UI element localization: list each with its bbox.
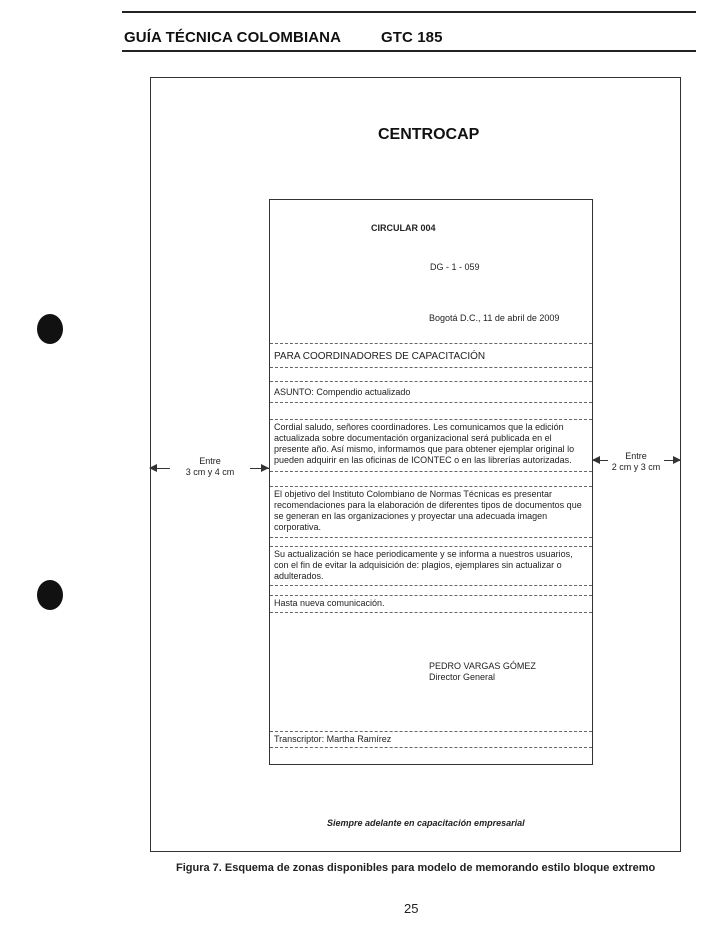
left-arrowhead-icon	[592, 456, 600, 464]
zone-divider	[270, 731, 592, 732]
zone-divider	[270, 595, 592, 596]
zone-divider	[270, 343, 592, 344]
body-paragraph-1: Cordial saludo, señores coordinadores. Les comunicamos que la edición actualizada sobre documentación organizacional será publicada en el presente año. Así mismo, informamos que para obtener ejemplar original lo pueden adquirir en las oficinas de ICONTEC o en las librerías autorizadas.	[274, 422, 575, 465]
zone-divider	[270, 367, 592, 368]
binder-hole	[37, 580, 63, 610]
right-margin-label-1: Entre	[608, 451, 664, 462]
guide-title: GUÍA TÉCNICA COLOMBIANA	[124, 29, 342, 46]
transcriber-line: Transcriptor: Martha Ramírez	[274, 734, 392, 744]
binder-hole	[37, 314, 63, 344]
zone-divider	[270, 402, 592, 403]
zone-divider	[270, 381, 592, 382]
body-paragraph-3: Su actualización se hace periodicamente y se informa a nuestros usuarios, con el fin de evitar la adquisición de: plagios, ejemplares sin actualizar o adulterados.	[274, 549, 573, 581]
left-margin-label-1: Entre	[180, 456, 240, 467]
slogan: Siempre adelante en capacitación empresarial	[327, 818, 525, 828]
standard-code: GTC 185	[381, 29, 443, 46]
signer-name: PEDRO VARGAS GÓMEZ	[429, 661, 536, 671]
header-top-rule	[122, 11, 696, 13]
page-number: 25	[404, 901, 419, 916]
body-paragraph-2: El objetivo del Instituto Colombiano de Normas Técnicas es presentar recomendaciones para la elaboración de diferentes tipos de documentos que se generan en las organizaciones y proyectar una adecuada imagen corporativa.	[274, 489, 582, 532]
recipient-line: PARA COORDINADORES DE CAPACITACIÓN	[274, 351, 486, 362]
circular-number: CIRCULAR 004	[371, 223, 436, 233]
left-margin-label-2: 3 cm y 4 cm	[170, 467, 250, 478]
signer-title: Director General	[429, 672, 496, 682]
zone-divider	[270, 419, 592, 420]
letter-date: Bogotá D.C., 11 de abril de 2009	[429, 313, 560, 323]
right-margin-label-2: 2 cm y 3 cm	[600, 462, 672, 473]
subject-line: ASUNTO: Compendio actualizado	[274, 387, 411, 397]
zone-divider	[270, 585, 592, 586]
header-bottom-rule	[122, 50, 696, 52]
document-code: DG - 1 - 059	[430, 262, 480, 272]
left-arrowhead-icon	[149, 464, 157, 472]
right-arrowhead-icon	[673, 456, 681, 464]
zone-divider	[270, 612, 592, 613]
zone-divider	[270, 537, 592, 538]
right-arrowhead-icon	[261, 464, 269, 472]
zone-divider	[270, 471, 592, 472]
zone-divider	[270, 747, 592, 748]
figure-caption: Figura 7. Esquema de zonas disponibles para modelo de memorando estilo bloque extremo	[176, 862, 656, 874]
closing-line: Hasta nueva comunicación.	[274, 598, 385, 608]
company-name: CENTROCAP	[378, 126, 480, 143]
zone-divider	[270, 486, 592, 487]
zone-divider	[270, 546, 592, 547]
